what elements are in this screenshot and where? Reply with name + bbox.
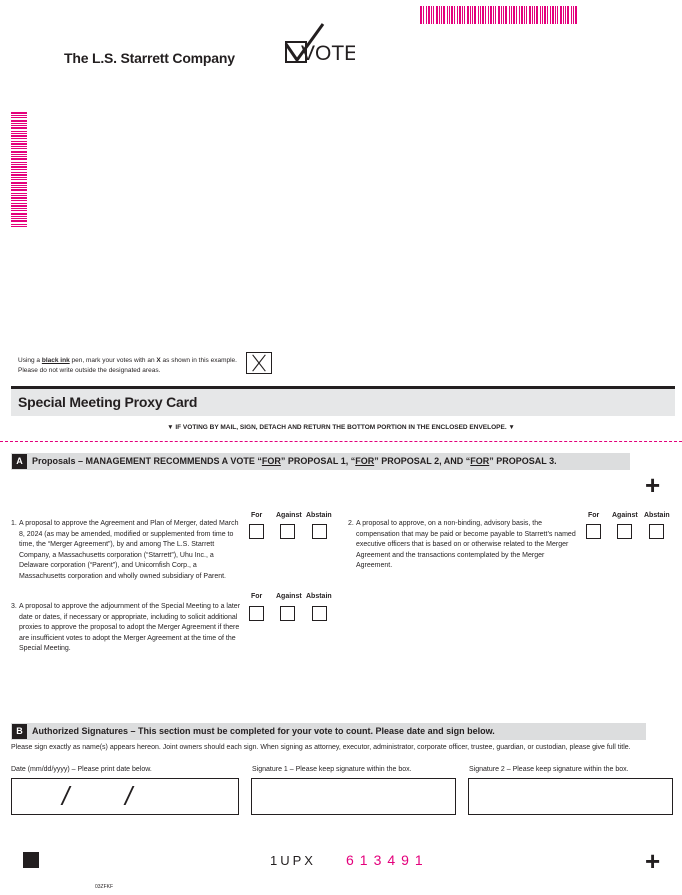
barcode-bar	[493, 6, 494, 24]
barcode-bar	[519, 6, 520, 24]
barcode-bar	[575, 6, 577, 24]
registration-plus-icon: +	[645, 470, 661, 500]
proposal-3-against-checkbox[interactable]	[280, 606, 295, 621]
section-a-badge: A	[12, 454, 27, 469]
company-name: The L.S. Starrett Company	[64, 50, 235, 66]
signature-instructions: Please sign exactly as name(s) appears hereon. Joint owners should each sign. When signing as attorney, executor, administrator, corporate officer, trustee, guardian, or custodian, please give full title.	[11, 744, 631, 751]
side-barcode	[11, 112, 27, 230]
barcode-bar	[464, 6, 465, 24]
proposal-3-number: 3.	[11, 603, 17, 610]
barcode-bar	[488, 6, 489, 24]
barcode-bar	[526, 6, 527, 24]
barcode-bar	[11, 141, 27, 142]
barcode-bar	[11, 151, 27, 153]
barcode-bar	[11, 172, 27, 173]
proposal-2-for-checkbox[interactable]	[586, 524, 601, 539]
barcode-bar	[11, 200, 27, 201]
barcode-bar	[472, 6, 473, 24]
fold-instruction: ▼ IF VOTING BY MAIL, SIGN, DETACH AND RETURN THE BOTTOM PORTION IN THE ENCLOSED ENVELOPE. ▼	[167, 424, 515, 431]
date-label: Date (mm/dd/yyyy) – Please print date below.	[11, 766, 152, 773]
barcode-bar	[431, 6, 432, 24]
section-a-title: Proposals – MANAGEMENT RECOMMENDS A VOTE “FOR” PROPOSAL 1, “FOR” PROPOSAL 2, AND “FOR” PROPOSAL 3.	[32, 456, 557, 466]
barcode-bar	[11, 127, 27, 129]
proposal-2-abstain-checkbox[interactable]	[649, 524, 664, 539]
barcode-bar	[451, 6, 453, 24]
barcode-bar	[11, 166, 27, 168]
section-b-title: Authorized Signatures – This section must be completed for your vote to count. Please date and sign below.	[32, 726, 495, 736]
barcode-bar	[11, 156, 27, 157]
signature-2-box[interactable]	[468, 778, 673, 815]
barcode-bar	[509, 6, 510, 24]
barcode-bar	[11, 115, 27, 116]
barcode-bar	[11, 197, 27, 199]
barcode-bar	[540, 6, 541, 24]
top-barcode	[420, 6, 578, 24]
section-b-badge: B	[12, 724, 27, 739]
proposal-1-for-checkbox[interactable]	[249, 524, 264, 539]
col-for: For	[251, 593, 263, 600]
proposal-1-against-checkbox[interactable]	[280, 524, 295, 539]
barcode-bar	[511, 6, 512, 24]
barcode-bar	[11, 208, 27, 209]
barcode-bar	[505, 6, 507, 24]
barcode-bar	[420, 6, 422, 24]
barcode-bar	[11, 210, 27, 211]
barcode-bar	[11, 220, 27, 222]
barcode-bar	[478, 6, 479, 24]
date-separator: /	[62, 781, 70, 811]
proposal-2-text: A proposal to approve, on a non-binding, advisory basis, the compensation that may be paid or become payable to Starrett’s named executive officers that is based on or otherwise related to the Merger Agreement and the transactions contemplated by the Merger Agreement.	[356, 520, 576, 569]
barcode-bar	[11, 162, 27, 163]
small-code: 03ZFKF	[95, 884, 114, 890]
proposal-3-text: A proposal to approve the adjournment of the Special Meeting to a later date or dates, if necessary or appropriate, including to solicit additional proxies to approve the proposal to adopt the Merger Agreement if there are insufficient votes to adopt the Merger Agreement at the time of the Special Meeting.	[19, 603, 241, 652]
barcode-bar	[503, 6, 504, 24]
barcode-bar	[552, 6, 554, 24]
date-separator: /	[125, 781, 133, 811]
barcode-bar	[433, 6, 434, 24]
signature-1-label: Signature 1 – Please keep signature within the box.	[252, 766, 412, 773]
proposal-1-abstain-checkbox[interactable]	[312, 524, 327, 539]
barcode-bar	[11, 123, 27, 124]
barcode-bar	[11, 226, 27, 227]
registration-square	[23, 852, 39, 868]
barcode-bar	[11, 193, 27, 194]
col-for: For	[588, 512, 600, 519]
barcode-bar	[490, 6, 492, 24]
barcode-bar	[501, 6, 502, 24]
proposal-1-number: 1.	[11, 520, 17, 527]
barcode-bar	[474, 6, 476, 24]
col-abstain: Abstain	[306, 593, 332, 600]
col-against: Against	[612, 512, 638, 519]
barcode-bar	[459, 6, 461, 24]
barcode-bar	[485, 6, 486, 24]
col-for: For	[251, 512, 263, 519]
barcode-bar	[565, 6, 566, 24]
barcode-bar	[11, 158, 27, 160]
barcode-bar	[11, 133, 27, 134]
barcode-bar	[462, 6, 463, 24]
registration-plus-icon: +	[645, 846, 661, 876]
barcode-bar	[11, 131, 27, 132]
barcode-bar	[11, 148, 27, 149]
col-against: Against	[276, 593, 302, 600]
barcode-bar	[11, 179, 27, 180]
barcode-bar	[11, 164, 27, 165]
barcode-bar	[11, 120, 27, 122]
barcode-bar	[11, 177, 27, 178]
barcode-bar	[498, 6, 500, 24]
barcode-bar	[11, 135, 27, 137]
barcode-bar	[482, 6, 484, 24]
date-field[interactable]	[11, 778, 239, 815]
marking-instructions: Using a black ink pen, mark your votes with an X as shown in this example. Please do not write outside the designated areas.	[18, 357, 237, 374]
barcode-bar	[11, 203, 27, 204]
barcode-bar	[571, 6, 572, 24]
barcode-bar	[470, 6, 471, 24]
barcode-bar	[11, 213, 27, 215]
barcode-bar	[544, 6, 546, 24]
barcode-bar	[11, 138, 27, 139]
barcode-bar	[457, 6, 458, 24]
barcode-bar	[534, 6, 535, 24]
barcode-bar	[426, 6, 427, 24]
barcode-bar	[11, 185, 27, 186]
signature-1-box[interactable]	[251, 778, 456, 815]
barcode-bar	[467, 6, 469, 24]
barcode-bar	[11, 154, 27, 155]
barcode-bar	[11, 146, 27, 147]
barcode-bar	[449, 6, 450, 24]
barcode-bar	[573, 6, 574, 24]
barcode-bar	[443, 6, 445, 24]
barcode-bar	[11, 112, 27, 114]
barcode-bar	[11, 218, 27, 219]
barcode-bar	[428, 6, 430, 24]
barcode-bar	[557, 6, 558, 24]
barcode-bar	[11, 224, 27, 225]
barcode-bar	[555, 6, 556, 24]
barcode-bar	[436, 6, 438, 24]
barcode-bar	[11, 143, 27, 145]
barcode-bar	[11, 125, 27, 126]
proposal-2-number: 2.	[348, 520, 354, 527]
control-number: 613491	[346, 852, 429, 868]
detach-line	[0, 441, 682, 442]
barcode-bar	[11, 205, 27, 207]
barcode-bar	[547, 6, 548, 24]
barcode-bar	[567, 6, 569, 24]
signature-2-label: Signature 2 – Please keep signature within the box.	[469, 766, 629, 773]
barcode-bar	[11, 117, 27, 118]
barcode-bar	[524, 6, 525, 24]
barcode-bar	[447, 6, 448, 24]
vote-logo	[283, 22, 355, 70]
barcode-bar	[11, 182, 27, 184]
barcode-bar	[563, 6, 564, 24]
proposal-3-for-checkbox[interactable]	[249, 606, 264, 621]
vote-logo-text: VOTE	[301, 42, 355, 65]
barcode-bar	[532, 6, 533, 24]
barcode-bar	[423, 6, 424, 24]
example-x-mark	[246, 352, 272, 374]
card-title: Special Meeting Proxy Card	[18, 394, 198, 410]
barcode-bar	[529, 6, 531, 24]
barcode-bar	[11, 216, 27, 217]
barcode-bar	[11, 189, 27, 191]
barcode-bar	[11, 169, 27, 170]
proposal-2-against-checkbox[interactable]	[617, 524, 632, 539]
proposal-1-text: A proposal to approve the Agreement and Plan of Merger, dated March 8, 2024 (as may be amended, modified or supplemented from time to time, the “Merger Agreement”), by and among The L.S. Starrett Company, a Massachusetts corporation (“Starrett”), Uhu Inc., a Delaware corporation (“Parent”), and Unicornfish Corp., a Massachusetts corporation and wholly owned subsidiary of Parent.	[19, 520, 239, 580]
barcode-bar	[495, 6, 496, 24]
barcode-bar	[521, 6, 523, 24]
barcode-bar	[441, 6, 442, 24]
barcode-bar	[550, 6, 551, 24]
barcode-bar	[439, 6, 440, 24]
barcode-bar	[560, 6, 562, 24]
col-abstain: Abstain	[644, 512, 670, 519]
barcode-bar	[536, 6, 538, 24]
barcode-bar	[513, 6, 515, 24]
barcode-bar	[11, 174, 27, 176]
proposal-3-abstain-checkbox[interactable]	[312, 606, 327, 621]
barcode-bar	[542, 6, 543, 24]
barcode-bar	[11, 195, 27, 196]
barcode-bar	[11, 187, 27, 188]
form-code: 1UPX	[270, 853, 316, 868]
barcode-bar	[454, 6, 455, 24]
barcode-bar	[516, 6, 517, 24]
col-abstain: Abstain	[306, 512, 332, 519]
col-against: Against	[276, 512, 302, 519]
barcode-bar	[480, 6, 481, 24]
